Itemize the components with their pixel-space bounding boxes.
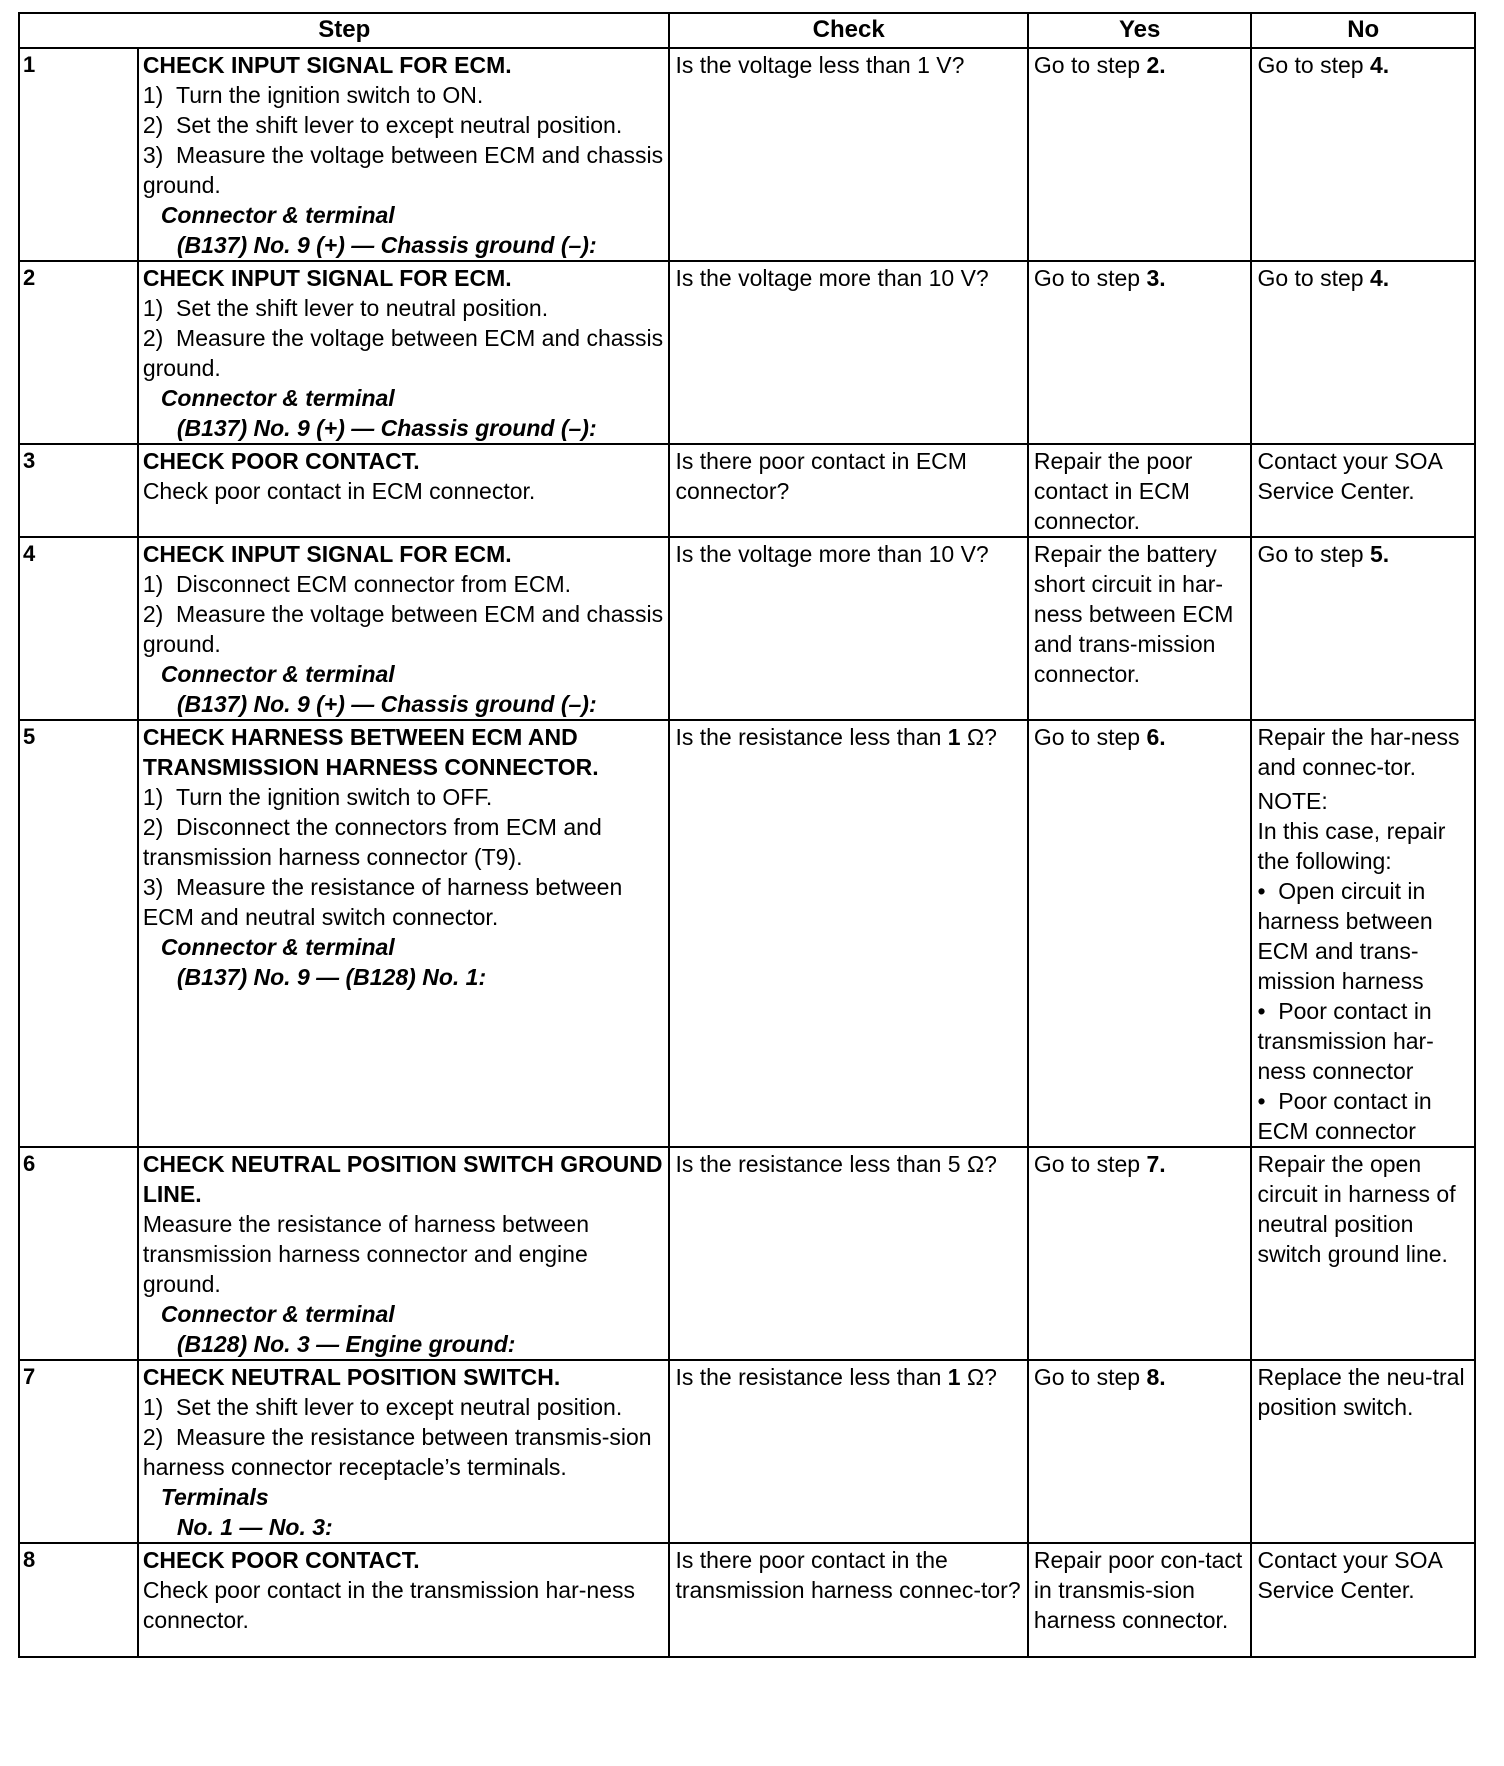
step-instruction: Check poor contact in the transmission har-ness connector. — [142, 1577, 635, 1633]
note-bullet: • Open circuit in harness between ECM and trans-mission harness — [1257, 876, 1470, 996]
step-number: 4 — [19, 537, 138, 720]
connector-terminal-spec: (B137) No. 9 (+) — Chassis ground (–): — [176, 415, 597, 441]
note-bullet: • Poor contact in transmission har-ness connector — [1257, 996, 1470, 1086]
header-check: Check — [669, 13, 1027, 48]
check-text-part: Is the resistance less than — [675, 724, 948, 750]
step-number: 5 — [19, 720, 138, 1147]
table-row — [19, 444, 1475, 537]
connector-terminal-spec: (B137) No. 9 (+) — Chassis ground (–): — [176, 232, 597, 258]
check-text-part: Is the resistance less than — [675, 1364, 948, 1390]
step-instruction: 2) Measure the resistance between transmis-sion harness connector receptacle’s terminals. — [142, 1424, 652, 1480]
check-question — [669, 48, 1027, 261]
note-label: NOTE: — [1257, 788, 1328, 814]
note-bullet: • Poor contact in ECM connector — [1257, 1086, 1470, 1146]
check-text-part: Ω? — [960, 1364, 997, 1390]
check-question — [669, 1543, 1027, 1657]
yes-text: Go to step — [1033, 52, 1147, 78]
no-action — [1251, 444, 1475, 537]
connector-heading: Terminals — [160, 1484, 269, 1510]
check-question — [669, 444, 1027, 537]
connector-heading: Connector & terminal — [160, 661, 395, 687]
yes-text: Go to step — [1033, 265, 1147, 291]
yes-text: Go to step — [1033, 1364, 1147, 1390]
no-text: Repair the har-ness and connec-tor. — [1257, 724, 1460, 780]
table-row — [19, 48, 1475, 261]
no-text: Repair the open circuit in harness of neutral position switch ground line. — [1257, 1151, 1456, 1267]
header-yes: Yes — [1028, 13, 1252, 48]
connector-terminal-spec: (B128) No. 3 — Engine ground: — [176, 1331, 516, 1357]
no-action — [1251, 720, 1475, 1147]
step-description — [138, 261, 670, 444]
no-text: Go to step — [1257, 52, 1370, 78]
yes-step-ref: 7. — [1146, 1151, 1166, 1177]
table-row — [19, 720, 1475, 1147]
no-action — [1251, 1360, 1475, 1543]
check-text: Is the voltage less than 1 V? — [675, 52, 965, 78]
yes-action — [1028, 261, 1252, 444]
step-instruction: 1) Disconnect ECM connector from ECM. — [142, 571, 571, 597]
step-description — [138, 537, 670, 720]
table-row — [19, 1147, 1475, 1360]
check-text: Is the voltage more than 10 V? — [675, 541, 989, 567]
step-number: 7 — [19, 1360, 138, 1543]
yes-action — [1028, 1543, 1252, 1657]
step-title: CHECK HARNESS BETWEEN ECM AND TRANSMISSION HARNESS CONNECTOR. — [142, 724, 599, 780]
no-action — [1251, 1147, 1475, 1360]
step-instruction: 1) Set the shift lever to except neutral position. — [142, 1394, 623, 1420]
step-number: 8 — [19, 1543, 138, 1657]
yes-action — [1028, 1360, 1252, 1543]
step-instruction: 2) Measure the voltage between ECM and chassis ground. — [142, 601, 664, 657]
no-step-ref: 5. — [1369, 541, 1390, 567]
step-title: CHECK INPUT SIGNAL FOR ECM. — [142, 52, 512, 78]
check-text: Is there poor contact in the transmission harness connec-tor? — [675, 1547, 1021, 1603]
connector-terminal-spec: (B137) No. 9 — (B128) No. 1: — [176, 964, 487, 990]
step-instruction: 2) Set the shift lever to except neutral position. — [142, 112, 623, 138]
step-number: 3 — [19, 444, 138, 537]
yes-step-ref: 2. — [1146, 52, 1166, 78]
yes-text: Repair poor con-tact in transmis-sion harness connector. — [1033, 1547, 1243, 1633]
step-description — [138, 1360, 670, 1543]
yes-action — [1028, 537, 1252, 720]
table-row — [19, 1360, 1475, 1543]
header-no: No — [1251, 13, 1475, 48]
yes-text: Repair the poor contact in ECM connector. — [1033, 448, 1193, 534]
check-text-part: 1 — [947, 724, 961, 750]
yes-step-ref: 3. — [1146, 265, 1166, 291]
check-text: Is the resistance less than 5 Ω? — [675, 1151, 997, 1177]
check-text: Is the voltage more than 10 V? — [675, 265, 989, 291]
no-text: Contact your SOA Service Center. — [1257, 448, 1442, 504]
step-description — [138, 1543, 670, 1657]
no-action — [1251, 261, 1475, 444]
yes-step-ref: 8. — [1146, 1364, 1166, 1390]
table-row — [19, 537, 1475, 720]
step-title: CHECK POOR CONTACT. — [142, 448, 420, 474]
check-question — [669, 1147, 1027, 1360]
table-row — [19, 261, 1475, 444]
table-row — [19, 1543, 1475, 1657]
step-number: 6 — [19, 1147, 138, 1360]
connector-terminal-spec: (B137) No. 9 (+) — Chassis ground (–): — [176, 691, 597, 717]
yes-text: Go to step — [1033, 724, 1147, 750]
step-title: CHECK POOR CONTACT. — [142, 1547, 420, 1573]
no-text: Go to step — [1257, 265, 1370, 291]
step-instruction: 2) Disconnect the connectors from ECM and transmission harness connector (T9). — [142, 814, 602, 870]
step-title: CHECK INPUT SIGNAL FOR ECM. — [142, 541, 512, 567]
step-description — [138, 444, 670, 537]
step-instruction: 2) Measure the voltage between ECM and chassis ground. — [142, 325, 664, 381]
yes-step-ref: 6. — [1146, 724, 1166, 750]
connector-heading: Connector & terminal — [160, 385, 395, 411]
step-number: 1 — [19, 48, 138, 261]
yes-text: Go to step — [1033, 1151, 1147, 1177]
note-text: In this case, repair the following: — [1257, 818, 1446, 874]
connector-heading: Connector & terminal — [160, 1301, 395, 1327]
step-instruction: 3) Measure the voltage between ECM and chassis ground. — [142, 142, 664, 198]
check-text-part: Ω? — [960, 724, 997, 750]
step-title: CHECK INPUT SIGNAL FOR ECM. — [142, 265, 512, 291]
yes-action — [1028, 48, 1252, 261]
check-question — [669, 261, 1027, 444]
yes-action — [1028, 1147, 1252, 1360]
step-instruction: 3) Measure the resistance of harness between ECM and neutral switch connector. — [142, 874, 623, 930]
step-instruction: 1) Set the shift lever to neutral position. — [142, 295, 549, 321]
step-title: CHECK NEUTRAL POSITION SWITCH GROUND LINE. — [142, 1151, 663, 1207]
no-action — [1251, 1543, 1475, 1657]
header-step: Step — [19, 13, 669, 48]
no-action — [1251, 48, 1475, 261]
yes-action — [1028, 720, 1252, 1147]
check-question — [669, 720, 1027, 1147]
no-step-ref: 4. — [1369, 52, 1390, 78]
connector-terminal-spec: No. 1 — No. 3: — [176, 1514, 333, 1540]
step-title: CHECK NEUTRAL POSITION SWITCH. — [142, 1364, 561, 1390]
step-instruction: Measure the resistance of harness between transmission harness connector and engine ground. — [142, 1211, 590, 1297]
yes-text: Repair the battery short circuit in har-ness between ECM and trans-mission connector. — [1033, 541, 1234, 687]
connector-heading: Connector & terminal — [160, 202, 395, 228]
step-description — [138, 720, 670, 1147]
check-question — [669, 537, 1027, 720]
step-instruction: 1) Turn the ignition switch to ON. — [142, 82, 484, 108]
check-text-part: 1 — [947, 1364, 961, 1390]
step-instruction: Check poor contact in ECM connector. — [142, 478, 536, 504]
check-text: Is there poor contact in ECM connector? — [675, 448, 967, 504]
check-question — [669, 1360, 1027, 1543]
no-text: Replace the neu-tral position switch. — [1257, 1364, 1465, 1420]
step-number: 2 — [19, 261, 138, 444]
connector-heading: Connector & terminal — [160, 934, 395, 960]
no-action — [1251, 537, 1475, 720]
step-description — [138, 1147, 670, 1360]
step-description — [138, 48, 670, 261]
no-text: Contact your SOA Service Center. — [1257, 1547, 1442, 1603]
table-header-row — [19, 13, 1475, 48]
step-instruction: 1) Turn the ignition switch to OFF. — [142, 784, 493, 810]
no-step-ref: 4. — [1369, 265, 1390, 291]
diagnostic-procedure-table — [18, 12, 1476, 1658]
yes-action — [1028, 444, 1252, 537]
no-text: Go to step — [1257, 541, 1370, 567]
